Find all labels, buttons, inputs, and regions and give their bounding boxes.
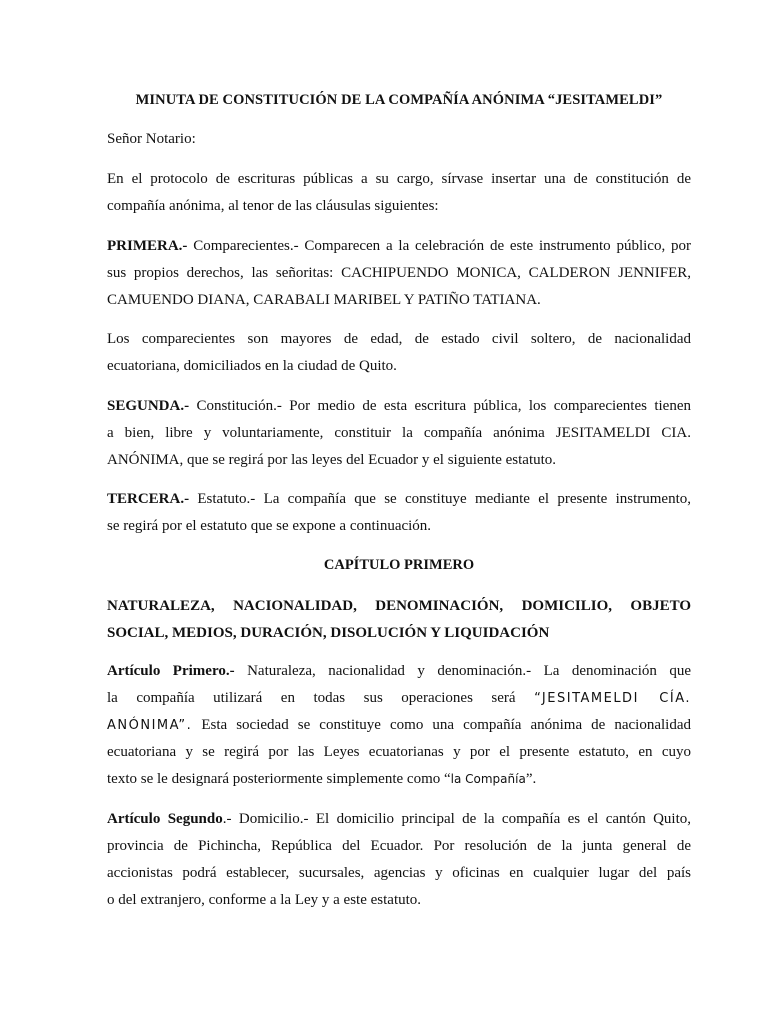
clause-tercera	[107, 486, 691, 540]
clause-segunda	[107, 393, 691, 474]
primera-label: PRIMERA.-	[107, 238, 188, 254]
comparecientes-line-1: Los comparecientes son mayores de edad, de estado civil soltero, de nacionalidad	[107, 331, 691, 347]
segunda-line-3: ANÓNIMA, que se regirá por las leyes del Ecuador y el siguiente estatuto.	[107, 452, 557, 468]
article-primero	[107, 658, 691, 793]
art1-line-4: ecuatoriana y se regirá por las Leyes ecuatorianas y por el presente estatuto, en cuyo	[107, 744, 691, 760]
art1-text-5a: texto se le designará posteriormente simplemente como “	[107, 771, 451, 787]
intro-line-1: En el protocolo de escrituras públicas a su cargo, sírvase insertar una de constitución de	[107, 171, 691, 187]
comparecientes-paragraph	[107, 326, 691, 380]
primera-text-1: Comparecientes.- Comparecen a la celebración de este instrumento público, por	[187, 238, 691, 254]
chapter-subtitle	[107, 593, 691, 647]
clause-primera	[107, 233, 691, 314]
art1-text-2a: la compañía utilizará en todas sus operaciones será	[107, 690, 535, 706]
art1-company-name: “JESITAMELDI CÍA.	[534, 691, 691, 706]
primera-line-2: sus propios derechos, las señoritas: CACHIPUENDO MONICA, CALDERON JENNIFER,	[107, 265, 691, 281]
art1-text-1: Naturaleza, nacionalidad y denominación.- La denominación que	[234, 663, 692, 679]
art1-label: Artículo Primero.-	[107, 663, 235, 679]
segunda-line-1	[107, 393, 691, 420]
tercera-label: TERCERA.-	[107, 491, 190, 507]
art2-line-2: provincia de Pichincha, República del Ecuador. Por resolución de la junta general de	[107, 838, 691, 854]
chapter-subtitle-line-1: NATURALEZA, NACIONALIDAD, DENOMINACIÓN, DOMICILIO, OBJETO	[107, 598, 691, 614]
primera-line-1	[107, 233, 691, 260]
art1-line-3	[107, 712, 691, 739]
tercera-line-2: se regirá por el estatuto que se expone a continuación.	[107, 518, 432, 534]
art1-company-suffix: ANÓNIMA”.	[107, 718, 193, 733]
art1-text-5c: ”.	[525, 771, 537, 787]
document-title: MINUTA DE CONSTITUCIÓN DE LA COMPAÑÍA ANÓNIMA “JESITAMELDI”	[135, 92, 663, 108]
art2-label: Artículo Segundo	[107, 811, 223, 827]
art1-defined-term: la Compañía	[450, 772, 526, 786]
article-segundo	[107, 806, 691, 914]
art1-line-1	[107, 658, 691, 685]
tercera-line-1	[107, 486, 691, 513]
salutation-line: Señor Notario:	[107, 131, 196, 147]
art2-text-1: .- Domicilio.- El domicilio principal de la compañía es el cantón Quito,	[222, 811, 692, 827]
chapter-subtitle-line-2: SOCIAL, MEDIOS, DURACIÓN, DISOLUCIÓN Y LIQUIDACIÓN	[107, 625, 550, 641]
intro-line-2: compañía anónima, al tenor de las cláusulas siguientes:	[107, 198, 439, 214]
salutation	[107, 126, 691, 153]
art1-line-5	[107, 766, 691, 793]
segunda-text-1: Constitución.- Por medio de esta escritura pública, los comparecientes tienen	[189, 398, 691, 414]
segunda-label: SEGUNDA.-	[107, 398, 190, 414]
art2-line-4: o del extranjero, conforme a la Ley y a este estatuto.	[107, 892, 422, 908]
primera-line-3: CAMUENDO DIANA, CARABALI MARIBEL Y PATIÑO TATIANA.	[107, 292, 541, 308]
art2-line-3: accionistas podrá establecer, sucursales, agencias y oficinas en cualquier lugar del país	[107, 865, 691, 881]
segunda-line-2: a bien, libre y voluntariamente, constituir la compañía anónima JESITAMELDI CIA.	[107, 425, 691, 441]
art1-line-2	[107, 685, 691, 712]
comparecientes-line-2: ecuatoriana, domiciliados en la ciudad de Quito.	[107, 358, 397, 374]
art2-line-1	[107, 806, 691, 833]
tercera-text-1: Estatuto.- La compañía que se constituye mediante el presente instrumento,	[189, 491, 691, 507]
intro-paragraph	[107, 166, 691, 220]
chapter-heading: CAPÍTULO PRIMERO	[323, 557, 475, 573]
art1-text-3b: Esta sociedad se constituye como una compañía anónima de nacionalidad	[192, 717, 691, 733]
